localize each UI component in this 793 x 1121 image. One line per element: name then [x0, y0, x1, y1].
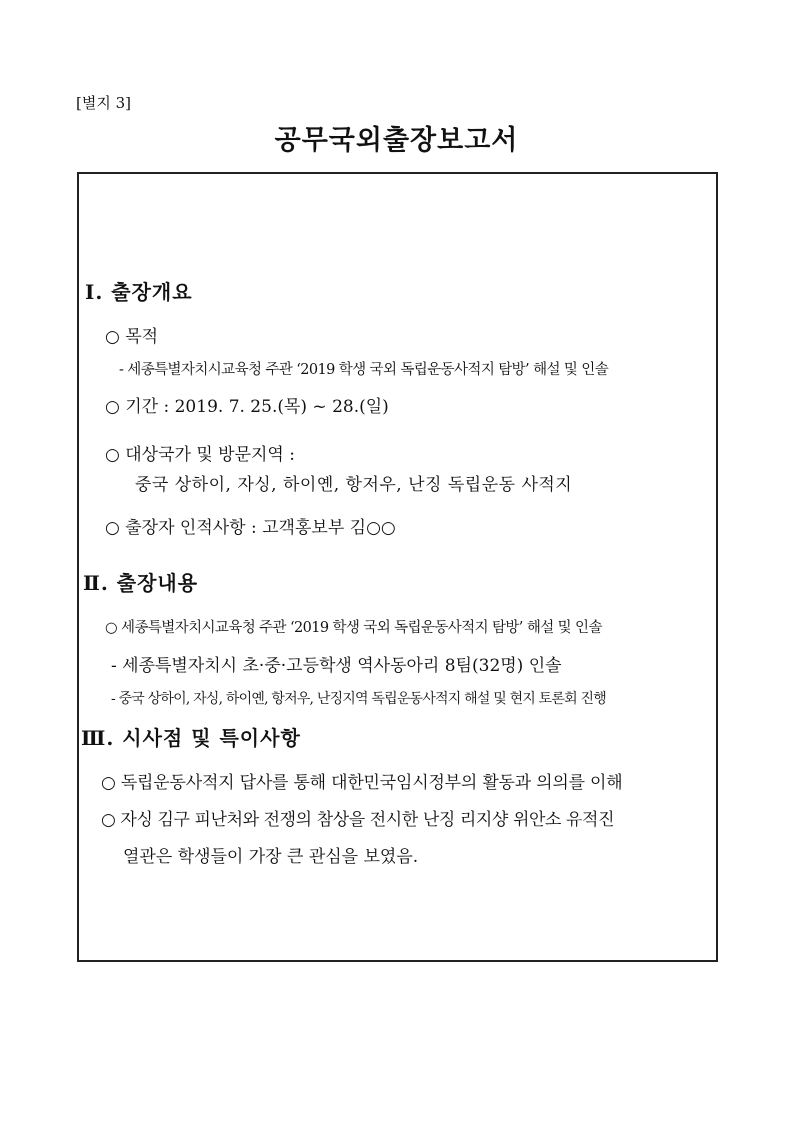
report-box [77, 172, 718, 962]
period: ○ 기간 : 2019. 7. 25.(목) ~ 28.(일) [105, 397, 389, 417]
section-1-heading: Ⅰ. 출장개요 [85, 280, 193, 304]
section-2-heading: Ⅱ. 출장내용 [83, 571, 199, 595]
content-sub-1: - 세종특별자치시 초·중·고등학생 역사동아리 8팀(32명) 인솔 [111, 656, 562, 676]
purpose-detail: - 세종특별자치시교육청 주관 ‘2019 학생 국외 독립운동사적지 탐방’ 해설 및 인솔 [119, 362, 609, 378]
destination-label: ○ 대상국가 및 방문지역 : [105, 445, 295, 465]
insight-item-2-line-2: 열관은 학생들이 가장 큰 관심을 보였음. [123, 847, 419, 867]
content-sub-2: - 중국 상하이, 자싱, 하이옌, 항저우, 난징지역 독립운동사적지 해설 및 현지 토론회 진행 [111, 691, 606, 707]
insight-item-1: ○ 독립운동사적지 답사를 통해 대한민국임시정부의 활동과 의의를 이해 [101, 773, 623, 793]
content-item: ○ 세종특별자치시교육청 주관 ‘2019 학생 국외 독립운동사적지 탐방’ 해설 및 인솔 [105, 620, 602, 636]
purpose-label: ○ 목적 [105, 327, 159, 347]
section-3-heading: Ⅲ. 시사점 및 특이사항 [81, 726, 301, 750]
document-title: 공무국외출장보고서 [274, 125, 519, 156]
destination-detail: 중국 상하이, 자싱, 하이옌, 항저우, 난징 독립운동 사적지 [135, 475, 573, 495]
insight-item-2-line-1: ○ 자싱 김구 피난처와 전쟁의 참상을 전시한 난징 리지샹 위안소 유적진 [101, 810, 615, 830]
traveler-info: ○ 출장자 인적사항 : 고객홍보부 김○○ [105, 518, 396, 538]
annex-label: [별지 3] [76, 94, 131, 112]
